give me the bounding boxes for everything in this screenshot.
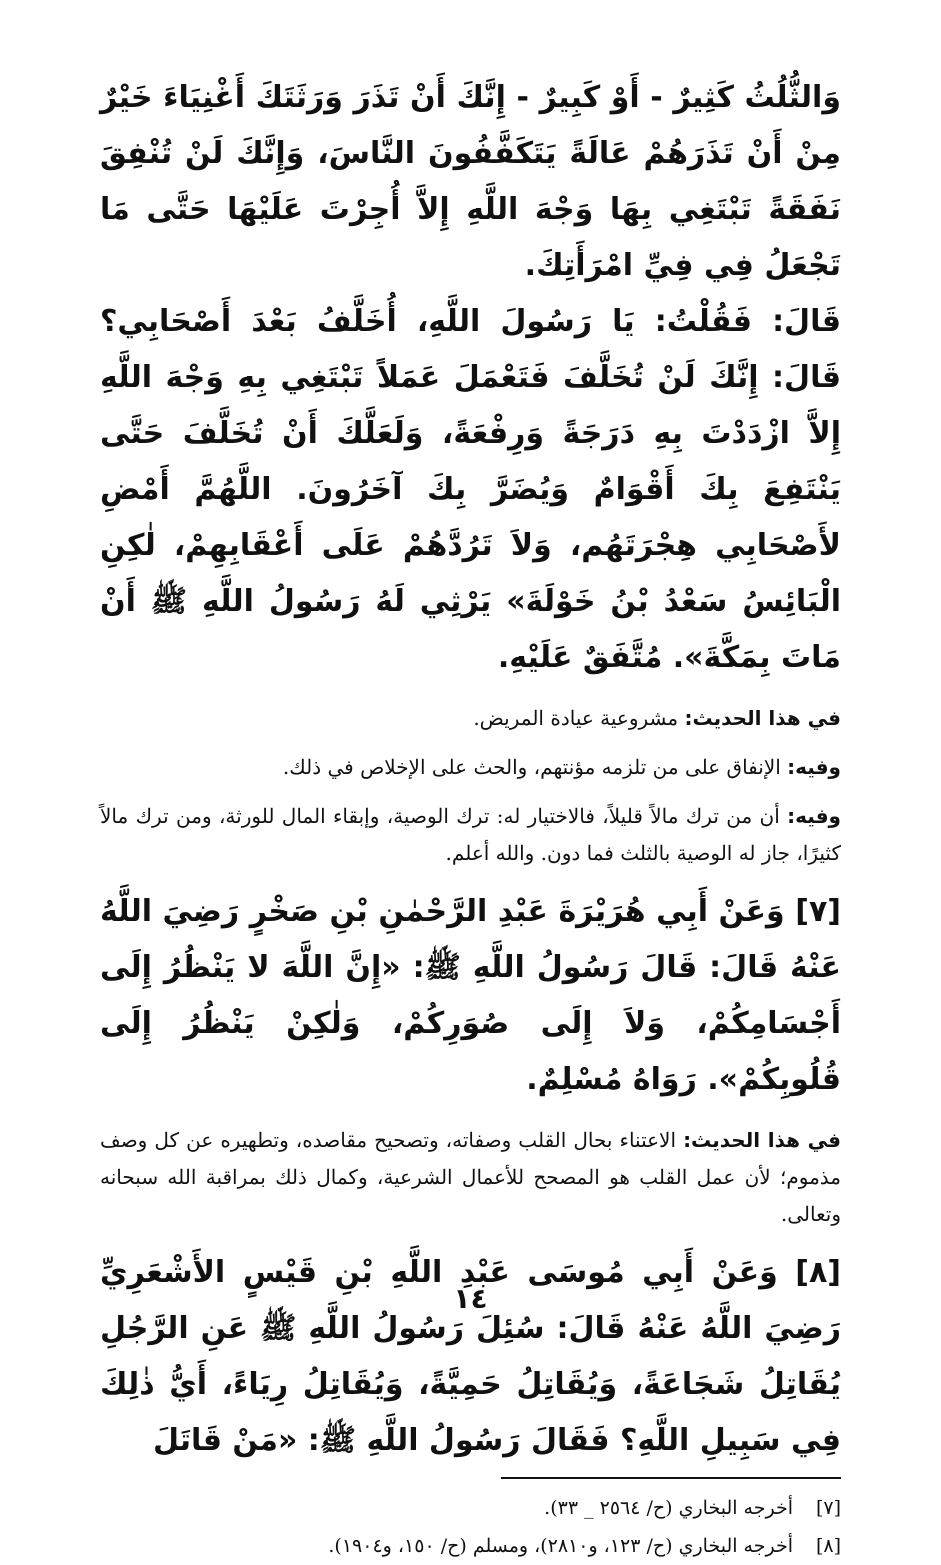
hadith-7: [٧] وَعَنْ أَبِي هُرَيْرَةَ عَبْدِ الرَّحْمٰنِ بْنِ صَخْرٍ رَضِيَ اللَّهُ عَنْهُ قَالَ: قَالَ رَسُولُ اللَّهِ ﷺ: «إِنَّ اللَّهَ لا يَنْظُرُ إِلَى أَجْسَامِكُمْ، وَلاَ إِلَى صُوَرِكُمْ، وَلٰكِنْ يَنْظُرُ إِلَى قُلُوبِكُمْ». رَوَاهُ مُسْلِمٌ. — [100, 894, 841, 1097]
commentary-note — [100, 700, 841, 737]
note-label: في هذا الحديث: — [683, 1128, 841, 1152]
commentary-note — [100, 798, 841, 872]
note-label: وفيه: — [787, 804, 841, 828]
commentary-note — [100, 749, 841, 786]
footnote-text: أخرجه البخاري (ح/ ٢٥٦٤ _ ٣٣). — [544, 1497, 793, 1519]
footnote — [100, 1527, 841, 1565]
note-label: وفيه: — [787, 755, 841, 779]
page-number: ١٤ — [453, 1282, 488, 1315]
note-text: أن من ترك مالاً قليلاً، فالاختيار له: ترك الوصية، وإبقاء المال للورثة، ومن ترك مالاً كثيرًا، جاز له الوصية بالثلث فما دون. والله أعلم. — [100, 804, 841, 865]
footnote — [100, 1489, 841, 1527]
note-label: في هذا الحديث: — [684, 706, 841, 730]
footnotes — [100, 1489, 841, 1565]
commentary-hadith-7 — [100, 1122, 841, 1233]
note-text: الاعتناء بحال القلب وصفاته، وتصحيح مقاصده، وتطهيره عن كل وصف مذموم؛ لأن عمل القلب هو المصحح للأعمال الشرعية، وكمال ذلك بمراقبة الله سبحانه وتعالى. — [100, 1128, 841, 1226]
commentary-note — [100, 1122, 841, 1233]
commentary-hadith-6 — [100, 700, 841, 872]
note-text: الإنفاق على من تلزمه مؤنتهم، والحث على الإخلاص في ذلك. — [282, 755, 788, 779]
note-text: مشروعية عيادة المريض. — [473, 706, 685, 730]
footnote-text: أخرجه البخاري (ح/ ١٢٣، و٢٨١٠)، ومسلم (ح/ ١٥٠، و١٩٠٤). — [328, 1535, 793, 1557]
footnote-divider — [501, 1477, 841, 1479]
hadith-8: [٨] وَعَنْ أَبِي مُوسَى عَبْدِ اللَّهِ بْنِ قَيْسٍ الأَشْعَرِيِّ رَضِيَ اللَّهُ عَنْهُ قَالَ: سُئِلَ رَسُولُ اللَّهِ ﷺ عَنِ الرَّجُلِ يُقَاتِلُ شَجَاعَةً، وَيُقَاتِلُ حَمِيَّةً، وَيُقَاتِلُ رِيَاءً، أَيُّ ذٰلِكَ فِي سَبِيلِ اللَّهِ؟ فَقَالَ رَسُولُ اللَّهِ ﷺ: «مَنْ قَاتَلَ — [100, 1255, 841, 1458]
hadith-6-continuation: وَالثُّلُثُ كَثِيرٌ - أَوْ كَبِيرٌ - إِنَّكَ أَنْ تَذَرَ وَرَثَتَكَ أَغْنِيَاءَ خَيْرٌ مِنْ أَنْ تَذَرَهُمْ عَالَةً يَتَكَفَّفُونَ النَّاسَ، وَإِنَّكَ لَنْ تُنْفِقَ نَفَقَةً تَبْتَغِي بِهَا وَجْهَ اللَّهِ إِلاَّ أُجِرْتَ عَلَيْهَا حَتَّى مَا تَجْعَلُ فِي فِيِّ امْرَأَتِكَ. — [100, 80, 841, 283]
footnote-ref: [٧] — [815, 1497, 841, 1519]
footnote-ref: [٨] — [815, 1535, 841, 1557]
footnote-divider-wrap — [100, 1477, 841, 1479]
hadith-6-continuation-2: قَالَ: فَقُلْتُ: يَا رَسُولَ اللَّهِ، أُخَلَّفُ بَعْدَ أَصْحَابِي؟ قَالَ: إِنَّكَ لَنْ تُخَلَّفَ فَتَعْمَلَ عَمَلاً تَبْتَغِي بِهِ وَجْهَ اللَّهِ إِلاَّ ازْدَدْتَ بِهِ دَرَجَةً وَرِفْعَةً، وَلَعَلَّكَ أَنْ تُخَلَّفَ حَتَّى يَنْتَفِعَ بِكَ أَقْوَامٌ وَيُضَرَّ بِكَ آخَرُونَ. اللَّهُمَّ أَمْضِ لأَصْحَابِي هِجْرَتَهُم، وَلاَ تَرُدَّهُمْ عَلَى أَعْقَابِهِمْ، لٰكِنِ الْبَائِسُ سَعْدُ بْنُ خَوْلَةَ» يَرْثِي لَهُ رَسُولُ اللَّهِ ﷺ أَنْ مَاتَ بِمَكَّةَ». مُتَّفَقٌ عَلَيْهِ. — [100, 304, 841, 675]
